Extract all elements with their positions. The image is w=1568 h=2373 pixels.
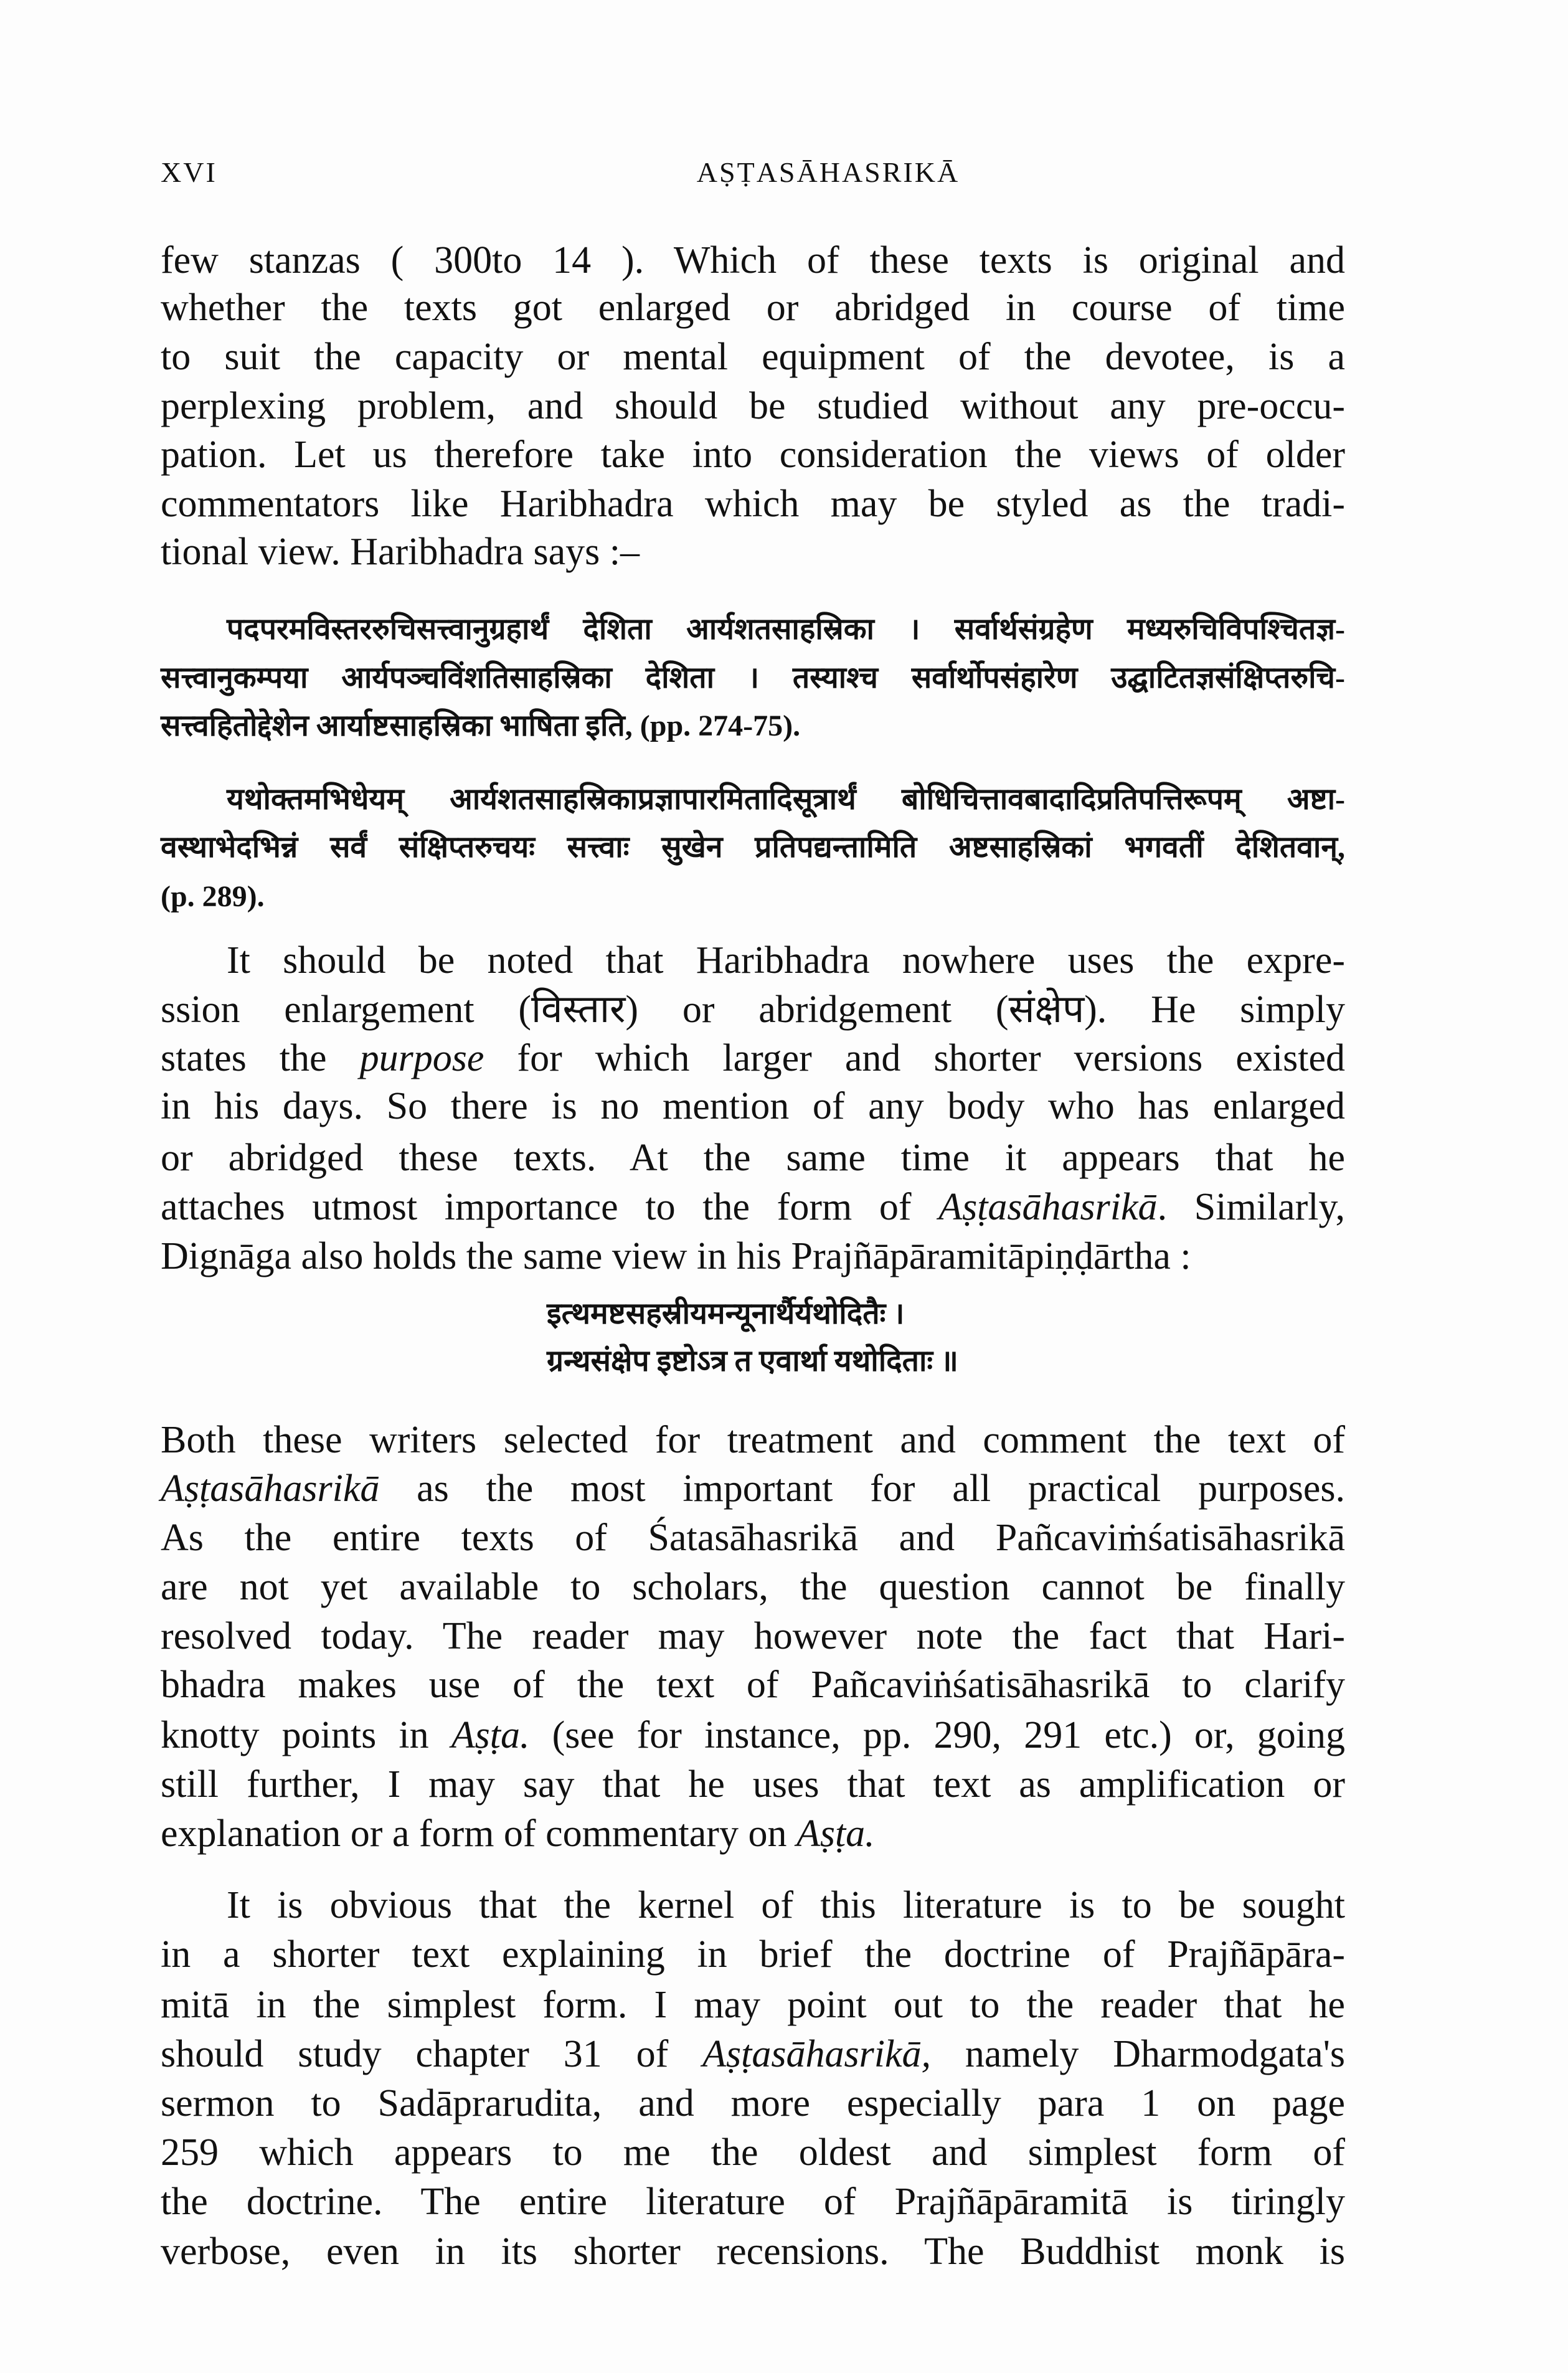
text-line (161, 1081, 1345, 1131)
text-line (161, 2128, 1345, 2177)
text-line (161, 1710, 1345, 1760)
text-line (227, 935, 1345, 985)
text-segment: mitā in the simplest form. I may point out to the reader that he (161, 1984, 1345, 2026)
text-line (227, 1880, 1345, 1930)
text-segment: in his days. So there is no mention of any body who has enlarged (161, 1085, 1345, 1127)
text-segment: as the most important for all practical purposes. (379, 1467, 1345, 1510)
text-segment: (see for instance, pp. 290, 291 etc.) or, going (529, 1714, 1345, 1756)
text-segment: explanation or a form of commentary on (161, 1812, 796, 1855)
text-segment: commentators like Haribhadra which may be styled as the tradi- (161, 483, 1345, 525)
text-segment: sermon to Sadāprarudita, and more especially para 1 on page (161, 2082, 1345, 2124)
text-segment: . Similarly, (1157, 1186, 1345, 1228)
text-segment: whether the texts got enlarged or abridged in course of time (161, 287, 1345, 329)
text-segment: the doctrine. The entire literature of Prajñāpāramitā is tiringly (161, 2181, 1345, 2223)
text-line (161, 235, 1345, 285)
italic-text: Aṣṭa. (451, 1714, 530, 1756)
text-segment: पदपरमविस्तररुचिसत्त्वानुग्रहार्थं देशिता आर्यशतसाहस्रिका । सर्वार्थसंग्रहेण मध्यरुचिविपश्चितज्ञ- (227, 613, 1345, 646)
text-line (161, 1809, 1345, 1859)
text-segment: bhadra makes use of the text of Pañcaviṅśatisāhasrikā to clarify (161, 1664, 1345, 1706)
text-segment: should study chapter 31 of (161, 2033, 703, 2075)
text-segment: resolved today. The reader may however note the fact that Hari- (161, 1615, 1345, 1657)
text-segment: ssion enlargement (विस्तार) or abridgement (संक्षेप). He simply (161, 988, 1345, 1031)
text-line (161, 283, 1345, 333)
text-line (161, 479, 1345, 529)
text-segment: Both these writers selected for treatment and comment the text of (161, 1419, 1345, 1461)
text-line (161, 1562, 1345, 1612)
text-segment: It is obvious that the kernel of this literature is to be sought (227, 1884, 1345, 1926)
italic-text: Aṣṭasāhasrikā (938, 1186, 1158, 1228)
text-line (161, 527, 1345, 577)
text-segment: सत्त्वानुकम्पया आर्यपञ्चविंशतिसाहस्रिका देशिता । तस्याश्च सर्वार्थोपसंहारेण उद्घाटितज्ञसंक्षिप्तरुचि- (161, 661, 1345, 694)
sanskrit-quote-line (161, 653, 1345, 703)
text-line (161, 332, 1345, 382)
running-title: AṢṬASĀHASRIKĀ (696, 156, 960, 188)
text-segment: (p. 289). (161, 880, 265, 913)
verse-line (547, 1337, 1294, 1386)
text-line (161, 1415, 1345, 1465)
text-segment: are not yet available to scholars, the question cannot be finally (161, 1566, 1345, 1608)
text-line (161, 1231, 1345, 1281)
sanskrit-quote-line (161, 701, 1345, 751)
text-segment: यथोक्तमभिधेयम् आर्यशतसाहस्रिकाप्रज्ञापारमितादिसूत्रार्थं बोधिचित्तावबादादिप्रतिपत्तिरूपम् अष्टा- (227, 783, 1345, 816)
italic-text: Aṣṭasāhasrikā, (702, 2033, 932, 2075)
text-line (161, 381, 1345, 431)
text-segment: वस्थाभेदभिन्नं सर्वं संक्षिप्तरुचयः सत्त्वाः सुखेन प्रतिपद्यन्तामिति अष्टसाहस्रिकां भगवतीं देशितवान्, (161, 831, 1345, 864)
text-segment: for which larger and shorter versions existed (484, 1037, 1345, 1079)
italic-text: Aṣṭasāhasrikā (161, 1467, 380, 1510)
text-line (161, 1464, 1345, 1513)
text-line (161, 1760, 1345, 1809)
text-segment: सत्त्वहितोद्देशेन आर्याष्टसाहस्रिका भाषिता इति, (pp. 274-75). (161, 709, 801, 742)
sanskrit-quote-line (161, 823, 1345, 873)
text-line (161, 1930, 1345, 1979)
text-line (161, 2078, 1345, 2128)
text-line (161, 430, 1345, 480)
text-segment: 259 which appears to me the oldest and simplest form of (161, 2131, 1345, 2174)
sanskrit-quote-line (227, 605, 1345, 655)
text-segment: ग्रन्थसंक्षेप इष्टोऽत्र त एवार्था यथोदिताः ॥ (547, 1345, 958, 1378)
text-segment: knotty points in (161, 1714, 451, 1756)
italic-text: purpose (359, 1037, 484, 1079)
text-segment: pation. Let us therefore take into consideration the views of older (161, 433, 1345, 476)
text-segment: still further, I may say that he uses that text as amplification or (161, 1763, 1345, 1806)
text-segment: tional view. Haribhadra says :– (161, 531, 640, 573)
text-line (161, 1182, 1345, 1232)
text-segment: namely Dharmodgata's (931, 2033, 1346, 2075)
text-segment: इत्थमष्टसहस्रीयमन्यूनार्थैर्यथोदितैः । (547, 1297, 905, 1330)
text-segment: few stanzas ( 300to 14 ). Which of these texts is original and (161, 239, 1345, 282)
text-line (161, 985, 1345, 1035)
text-segment: It should be noted that Haribhadra nowhere uses the expre- (227, 939, 1345, 982)
text-line (161, 2029, 1345, 2079)
text-segment: attaches utmost importance to the form of (161, 1186, 939, 1228)
page-number: XVI (161, 156, 217, 188)
text-line (161, 2177, 1345, 2227)
text-line (161, 1611, 1345, 1661)
verse-line (547, 1289, 1294, 1339)
text-segment: verbose, even in its shorter recensions. The Buddhist monk is (161, 2230, 1345, 2273)
text-segment: As the entire texts of Śatasāhasrikā and Pañcaviṁśatisāhasrikā (161, 1517, 1345, 1559)
sanskrit-quote-line (227, 775, 1345, 825)
text-segment: in a shorter text explaining in brief the doctrine of Prajñāpāra- (161, 1933, 1345, 1976)
text-segment: states the (161, 1037, 360, 1079)
italic-text: Aṣṭa. (796, 1812, 875, 1855)
text-segment: perplexing problem, and should be studied without any pre-occu- (161, 385, 1345, 427)
text-line (161, 1033, 1345, 1083)
sanskrit-quote-line (161, 872, 1345, 922)
text-segment: Dignāga also holds the same view in his Prajñāpāramitāpiṇḍārtha : (161, 1235, 1191, 1277)
text-line (161, 1980, 1345, 2030)
text-line (161, 2227, 1345, 2276)
text-line (161, 1660, 1345, 1710)
text-line (161, 1513, 1345, 1563)
text-segment: to suit the capacity or mental equipment of the devotee, is a (161, 336, 1345, 378)
text-segment: or abridged these texts. At the same time it appears that he (161, 1137, 1345, 1179)
text-line (161, 1133, 1345, 1183)
